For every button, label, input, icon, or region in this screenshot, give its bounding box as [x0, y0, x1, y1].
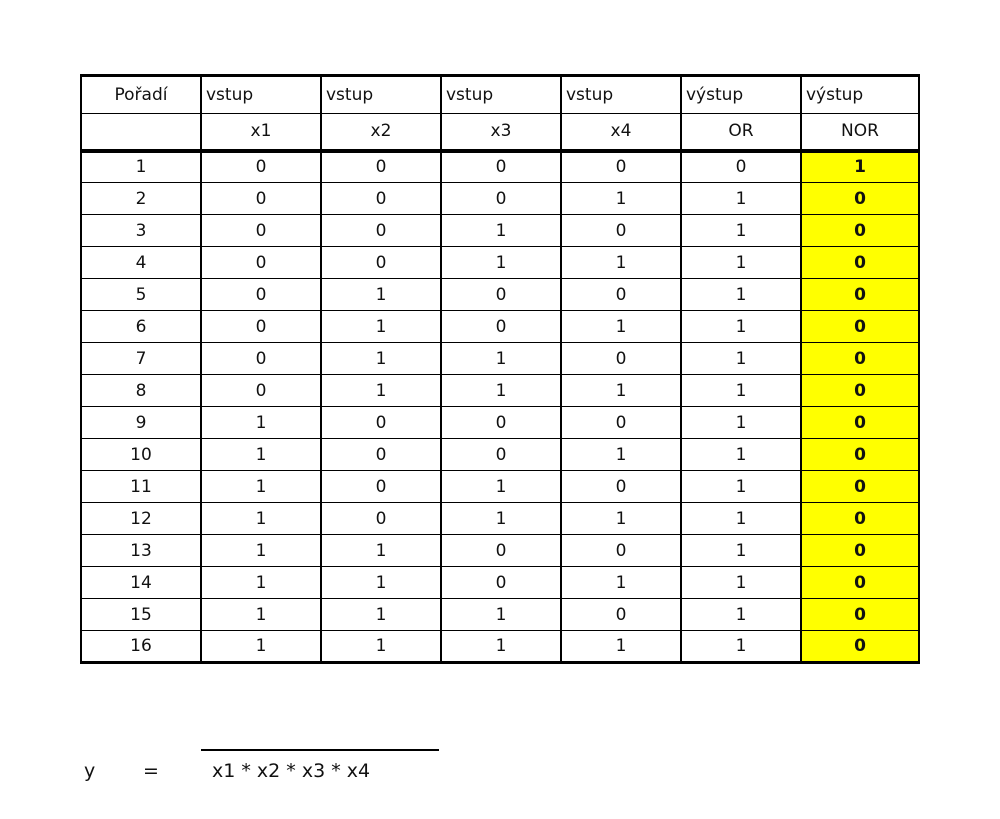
nor-cell: 0 [801, 215, 919, 247]
table-cell: 1 [321, 311, 441, 343]
table-cell: 1 [681, 183, 801, 215]
table-cell: 0 [441, 535, 561, 567]
table-cell: 0 [561, 599, 681, 631]
table-row [81, 279, 919, 311]
table-cell: 0 [561, 215, 681, 247]
table-cell: 1 [561, 631, 681, 663]
table-cell: 1 [681, 471, 801, 503]
row-index-cell: 1 [81, 151, 201, 183]
table-cell: 1 [441, 375, 561, 407]
table-cell: 1 [561, 247, 681, 279]
table-cell: 0 [441, 439, 561, 471]
table-cell: 0 [201, 343, 321, 375]
table-cell: 0 [561, 343, 681, 375]
table-cell: 1 [321, 567, 441, 599]
table-cell: 1 [441, 343, 561, 375]
table-cell: 0 [321, 247, 441, 279]
table-row [81, 247, 919, 279]
table-row [81, 311, 919, 343]
table-cell: 0 [201, 247, 321, 279]
header-vstup-4: vstup [561, 76, 681, 114]
table-cell: 1 [681, 375, 801, 407]
table-row [81, 439, 919, 471]
table-cell: 1 [681, 215, 801, 247]
negation-bar [201, 749, 439, 751]
table-row [81, 471, 919, 503]
row-index-cell: 10 [81, 439, 201, 471]
table-cell: 1 [321, 375, 441, 407]
table-cell: 0 [441, 567, 561, 599]
table-cell: 1 [441, 247, 561, 279]
table-cell: 1 [201, 599, 321, 631]
table-cell: 1 [561, 567, 681, 599]
table-cell: 1 [681, 247, 801, 279]
table-cell: 0 [561, 471, 681, 503]
table-cell: 1 [201, 535, 321, 567]
nor-cell: 0 [801, 599, 919, 631]
table-row [81, 343, 919, 375]
table-cell: 1 [201, 567, 321, 599]
table-cell: 1 [681, 343, 801, 375]
table-cell: 1 [681, 279, 801, 311]
nor-cell: 0 [801, 375, 919, 407]
table-cell: 1 [201, 631, 321, 663]
table-cell: 1 [441, 471, 561, 503]
table-cell: 1 [681, 599, 801, 631]
table-cell: 1 [561, 311, 681, 343]
row-index-cell: 15 [81, 599, 201, 631]
header-x1: x1 [201, 114, 321, 151]
row-index-cell: 13 [81, 535, 201, 567]
formula-equals: = [143, 760, 159, 782]
table-row [81, 503, 919, 535]
table-cell: 0 [321, 503, 441, 535]
table-cell: 1 [321, 343, 441, 375]
row-index-cell: 14 [81, 567, 201, 599]
table-cell: 0 [201, 311, 321, 343]
header-vstup-1: vstup [201, 76, 321, 114]
table-cell: 1 [681, 439, 801, 471]
table-cell: 1 [681, 311, 801, 343]
row-index-cell: 8 [81, 375, 201, 407]
header-vstup-2: vstup [321, 76, 441, 114]
row-index-cell: 9 [81, 407, 201, 439]
row-index-cell: 2 [81, 183, 201, 215]
table-cell: 0 [441, 407, 561, 439]
nor-cell: 0 [801, 343, 919, 375]
header-row-variables [81, 114, 919, 151]
header-x3: x3 [441, 114, 561, 151]
nor-cell: 0 [801, 471, 919, 503]
row-index-cell: 16 [81, 631, 201, 663]
table-cell: 0 [441, 183, 561, 215]
table-cell: 1 [681, 407, 801, 439]
row-index-cell: 11 [81, 471, 201, 503]
table-cell: 0 [201, 215, 321, 247]
nor-cell: 0 [801, 183, 919, 215]
table-cell: 0 [441, 311, 561, 343]
table-row [81, 407, 919, 439]
table-cell: 0 [201, 279, 321, 311]
table-cell: 0 [321, 439, 441, 471]
table-cell: 1 [441, 503, 561, 535]
table-cell: 1 [561, 503, 681, 535]
table-cell: 0 [441, 151, 561, 183]
table-row [81, 215, 919, 247]
header-empty [81, 114, 201, 151]
table-cell: 1 [201, 471, 321, 503]
formula-lhs: y [84, 760, 96, 782]
nor-cell: 0 [801, 407, 919, 439]
table-cell: 0 [201, 151, 321, 183]
table-row [81, 631, 919, 663]
header-vystup-1: výstup [681, 76, 801, 114]
table-cell: 1 [681, 567, 801, 599]
table-cell: 0 [561, 535, 681, 567]
table-cell: 1 [681, 503, 801, 535]
table-cell: 1 [561, 183, 681, 215]
header-x2: x2 [321, 114, 441, 151]
table-cell: 0 [681, 151, 801, 183]
nor-cell: 1 [801, 151, 919, 183]
row-index-cell: 6 [81, 311, 201, 343]
table-row [81, 375, 919, 407]
header-x4: x4 [561, 114, 681, 151]
row-index-cell: 12 [81, 503, 201, 535]
table-row [81, 183, 919, 215]
table-row [81, 535, 919, 567]
table-row [81, 599, 919, 631]
truth-table [80, 74, 920, 664]
header-or: OR [681, 114, 801, 151]
table-cell: 0 [561, 407, 681, 439]
table-cell: 1 [201, 503, 321, 535]
truth-table-body [81, 76, 919, 663]
table-cell: 0 [321, 407, 441, 439]
table-row [81, 567, 919, 599]
nor-cell: 0 [801, 311, 919, 343]
nor-cell: 0 [801, 247, 919, 279]
nor-cell: 0 [801, 279, 919, 311]
nor-cell: 0 [801, 439, 919, 471]
header-nor: NOR [801, 114, 919, 151]
table-cell: 0 [201, 183, 321, 215]
table-cell: 0 [321, 471, 441, 503]
table-cell: 1 [201, 439, 321, 471]
table-cell: 0 [321, 151, 441, 183]
table-cell: 0 [321, 183, 441, 215]
table-cell: 1 [441, 599, 561, 631]
row-index-cell: 7 [81, 343, 201, 375]
table-row [81, 151, 919, 183]
nor-cell: 0 [801, 567, 919, 599]
table-cell: 1 [561, 439, 681, 471]
row-index-cell: 4 [81, 247, 201, 279]
header-vstup-3: vstup [441, 76, 561, 114]
table-cell: 0 [561, 151, 681, 183]
header-vystup-2: výstup [801, 76, 919, 114]
row-index-cell: 3 [81, 215, 201, 247]
table-cell: 0 [321, 215, 441, 247]
table-cell: 1 [321, 599, 441, 631]
table-cell: 1 [201, 407, 321, 439]
nor-cell: 0 [801, 631, 919, 663]
table-cell: 1 [321, 535, 441, 567]
header-row-labels [81, 76, 919, 114]
nor-cell: 0 [801, 503, 919, 535]
table-cell: 0 [561, 279, 681, 311]
nor-cell: 0 [801, 535, 919, 567]
table-cell: 0 [201, 375, 321, 407]
table-cell: 0 [441, 279, 561, 311]
table-cell: 1 [561, 375, 681, 407]
row-index-cell: 5 [81, 279, 201, 311]
table-cell: 1 [321, 279, 441, 311]
table-cell: 1 [441, 631, 561, 663]
table-cell: 1 [681, 535, 801, 567]
formula-rhs: x1 * x2 * x3 * x4 [212, 760, 371, 782]
table-cell: 1 [441, 215, 561, 247]
table-cell: 1 [681, 631, 801, 663]
header-poradi: Pořadí [81, 76, 201, 114]
table-cell: 1 [321, 631, 441, 663]
